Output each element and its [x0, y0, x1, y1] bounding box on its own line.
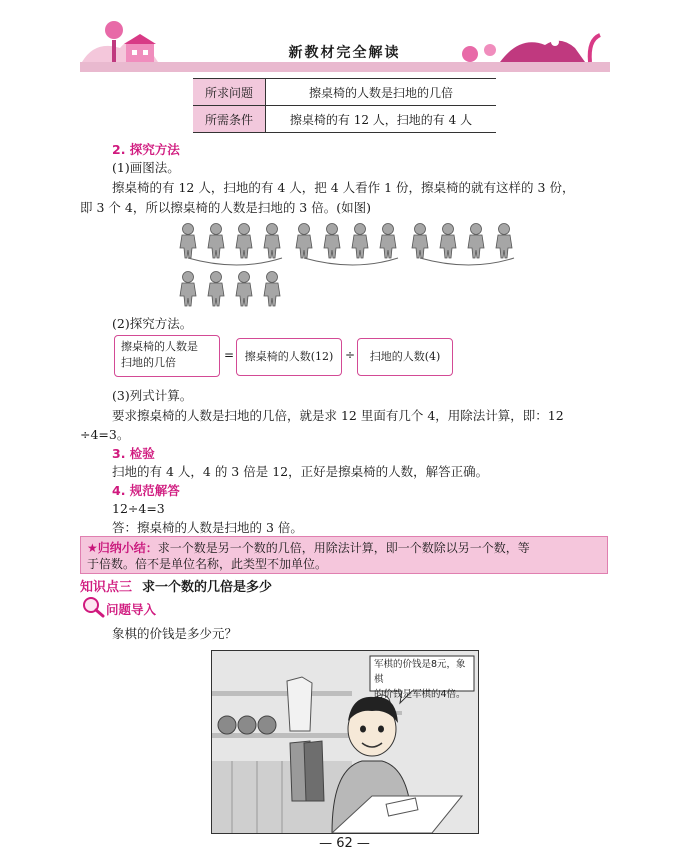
- bubble-line2: 的价钱是军棋的4倍。: [374, 689, 466, 700]
- formula-box-3: 扫地的人数(4): [357, 338, 453, 376]
- method-sub3: (3)列式计算。: [112, 388, 193, 403]
- top-row-people: [180, 224, 512, 259]
- summary-label: ★归纳小结：: [87, 541, 158, 555]
- table-value: 擦桌椅的人数是扫地的几倍: [266, 79, 497, 106]
- formula-equals: =: [224, 348, 235, 362]
- method-sub1: (1)画图法。: [112, 160, 180, 175]
- method-para3-line2: ÷4=3。: [80, 427, 130, 442]
- header-title: 新教材完全解读: [288, 45, 401, 61]
- table-key: 所需条件: [193, 106, 266, 133]
- table-value: 擦桌椅的有 12 人，扫地的有 4 人: [266, 106, 497, 133]
- summary-line1: [87, 540, 601, 556]
- table-row: [193, 79, 496, 106]
- page-number: — 62 —: [319, 836, 370, 851]
- summary-text-1: 求一个数是另一个数的几倍，用除法计算，即一个数除以另一个数，等: [157, 541, 530, 555]
- formula-box-1: [114, 335, 220, 377]
- answer-equation: 12÷4=3: [112, 501, 165, 516]
- knowledge-point-text: 求一个数的几倍是多少: [142, 580, 273, 595]
- method-para1-line1: 擦桌椅的有 12 人，扫地的有 4 人，把 4 人看作 1 份，擦桌椅的就有这样的 3 份，: [112, 180, 575, 195]
- people-diagram: [170, 220, 520, 310]
- summary-box: [80, 536, 608, 574]
- formula-box-1-line1: 擦桌椅的人数是: [121, 340, 198, 353]
- formula-box-2: 擦桌椅的人数(12): [236, 338, 342, 376]
- table-row: [193, 106, 496, 133]
- summary-line2: 于倍数。倍不是单位名称，此类型不加单位。: [87, 557, 328, 571]
- knowledge-point-title: [80, 576, 272, 595]
- bottom-row-people: [180, 272, 280, 307]
- answer-text: 答：擦桌椅的人数是扫地的 3 倍。: [112, 520, 303, 535]
- table-key: 所求问题: [193, 79, 266, 106]
- method-para3-line1: 要求擦桌椅的人数是扫地的几倍，就是求 12 里面有几个 4，用除法计算，即：12: [112, 408, 564, 423]
- bubble-line1: 军棋的价钱是8元，象棋: [374, 659, 466, 685]
- shop-illustration: [211, 650, 479, 834]
- magnifier-icon: [82, 596, 106, 618]
- condition-table: [193, 78, 496, 133]
- method-para1-line2: 即 3 个 4，所以擦桌椅的人数是扫地的 3 倍。(如图): [80, 200, 371, 215]
- formula-box-1-line2: 扫地的几倍: [121, 356, 176, 369]
- intro-question: 象棋的价钱是多少元？: [112, 626, 238, 641]
- check-text: 扫地的有 4 人，4 的 3 倍是 12，正好是擦桌椅的人数，解答正确。: [112, 464, 489, 479]
- method-sub2: (2)探究方法。: [112, 316, 193, 331]
- check-heading: 3. 检验: [112, 446, 155, 461]
- knowledge-point-label: 知识点三: [80, 580, 133, 595]
- method-heading: 2. 探究方法: [112, 142, 180, 157]
- header-decoration: [0, 0, 689, 80]
- group-brackets: [188, 258, 514, 265]
- speech-bubble: [374, 657, 474, 702]
- answer-heading: 4. 规范解答: [112, 483, 180, 498]
- formula-divide: ÷: [345, 348, 356, 362]
- intro-heading: 问题导入: [106, 602, 157, 617]
- page-header: [0, 0, 689, 80]
